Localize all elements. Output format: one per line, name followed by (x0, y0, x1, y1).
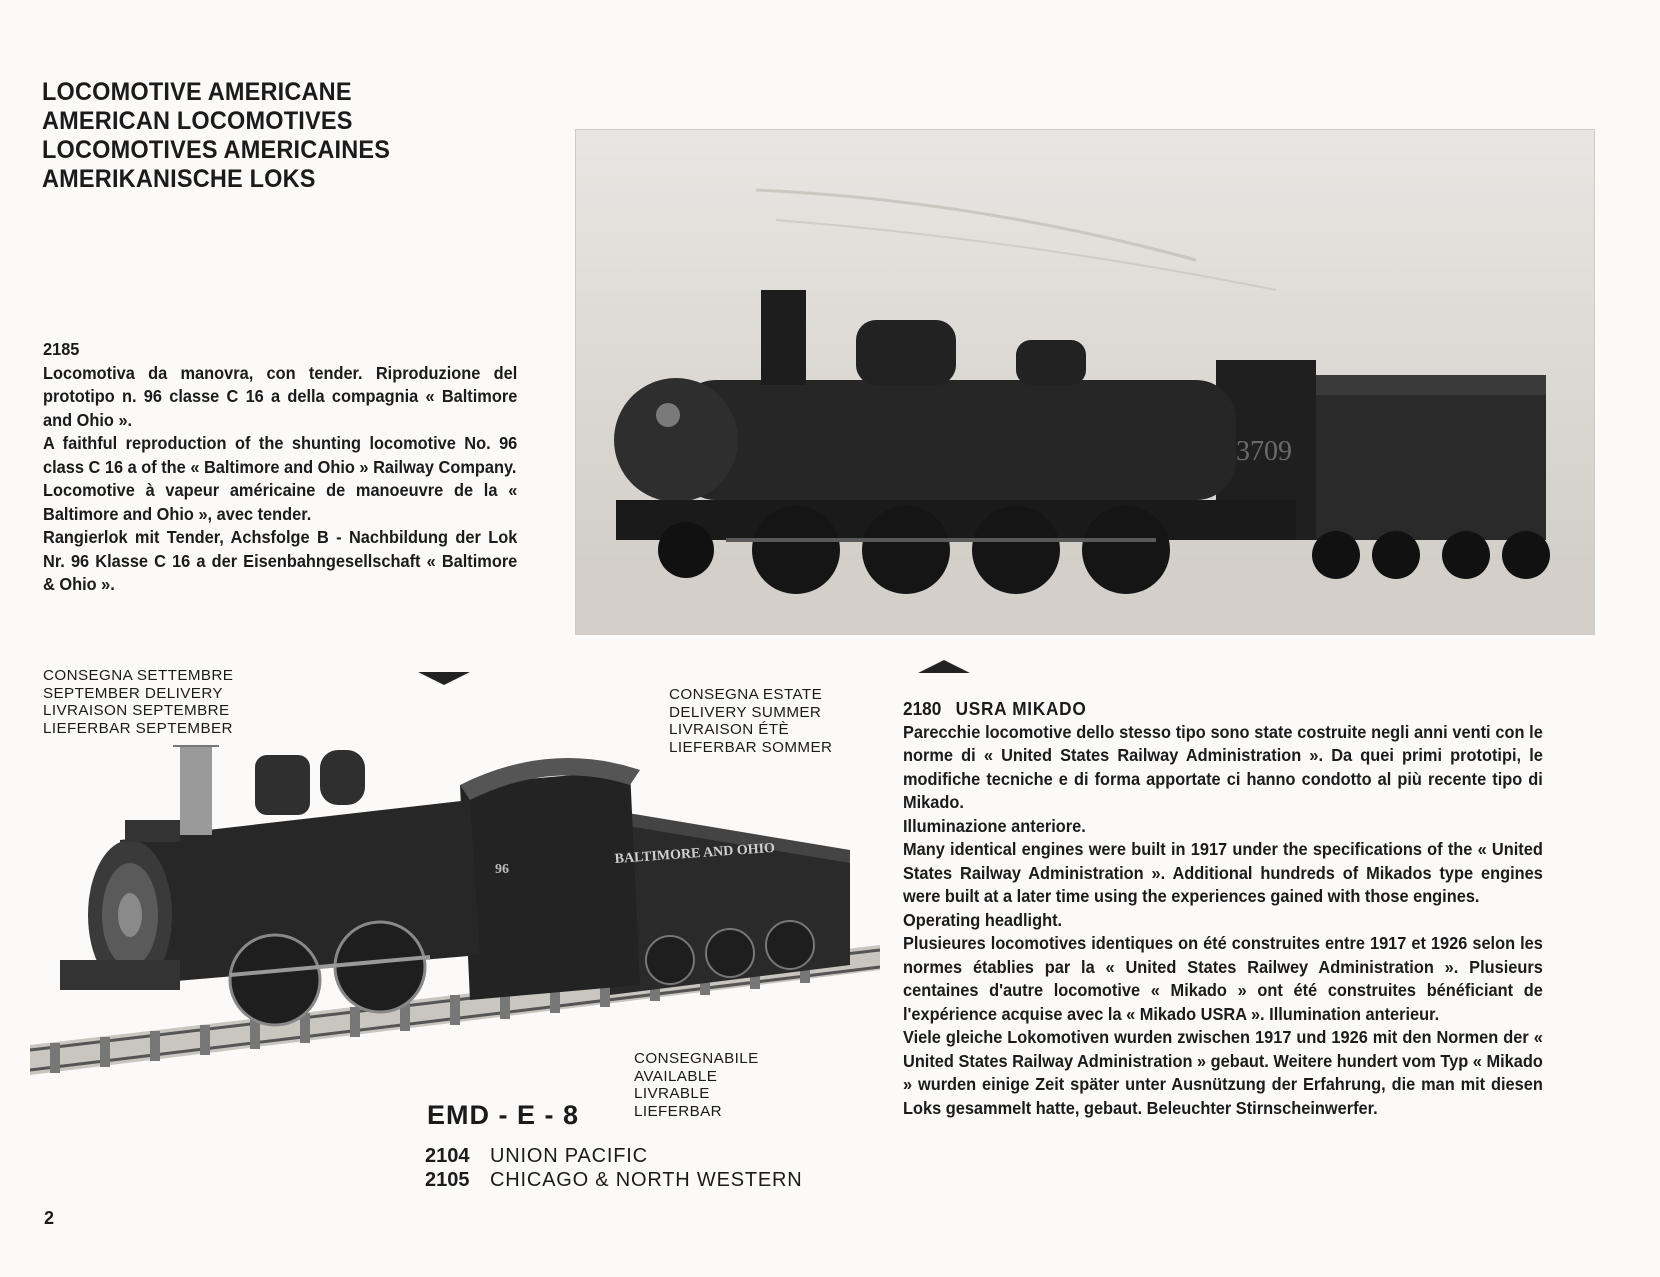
description-2180-german: Viele gleiche Lokomotiven wurden zwischen 1917 und 1926 mit den Normen der « United States Railway Administration » gebaut. Weitere hundert vom Typ « Mikado » wurden einige Zeit später unter Ausnützung der Erfahrung, die man mit diesen Loks gesammelt hatte, gebaut. Beleuchter Stirnscheinwerfer. (903, 1027, 1543, 1118)
list-item: 2104 UNION PACIFIC (425, 1145, 648, 1167)
photo-loco-number: 3709 (1236, 436, 1292, 467)
model-number-plate: 96 (495, 862, 509, 877)
locomotive-photo-drawing (576, 130, 1594, 634)
title-english: AMERICAN LOCOMOTIVES (42, 107, 353, 135)
model-tender-lettering: BALTIMORE AND OHIO (614, 840, 776, 867)
description-2180-french: Plusieures locomotives identiques on été construites entre 1917 et 1926 selon les normes établies par la « United States Railwey Administration ». Plusieurs centaines d'autre locomotive « Mikado » ont été construites bénéficiant de l'expérience acquise avec la « Mikado USRA ». Illumination anterieur. (903, 933, 1543, 1024)
page-number: 2 (44, 1208, 55, 1228)
description-2185-german: Rangierlok mit Tender, Achsfolge B - Nachbildung der Lok Nr. 96 Klasse C 16 a der Eisenbahngesellschaft « Baltimore & Ohio ». (43, 527, 518, 594)
description-2180 (903, 697, 1543, 1120)
delivery-september: CONSEGNA SETTEMBRE SEPTEMBER DELIVERY LIVRAISON SEPTEMBRE LIEFERBAR SEPTEMBER (43, 667, 234, 737)
model-locomotive-drawing (30, 745, 880, 1090)
locomotive-photo (575, 129, 1595, 635)
emd-heading: EMD - E - 8 (427, 1100, 580, 1130)
description-2185-french: Locomotive à vapeur américaine de manoeuvre de la « Baltimore and Ohio », avec tender. (43, 480, 518, 524)
description-2185-english: A faithful reproduction of the shunting locomotive No. 96 class C 16 a of the « Baltimore and Ohio » Railway Company. (43, 433, 518, 477)
item-heading-2180: 2180 USRA MIKADO (903, 698, 1087, 719)
model-locomotive-image (30, 745, 880, 1090)
description-2185-italian: Locomotiva da manovra, con tender. Riproduzione del prototipo n. 96 classe C 16 a della compagnia « Baltimore and Ohio ». (43, 362, 518, 430)
emd-item-list (425, 1144, 803, 1192)
item-code-2185: 2185 (43, 339, 80, 359)
delivery-summer: CONSEGNA ESTATE DELIVERY SUMMER LIVRAISON ÉTÈ LIEFERBAR SOMMER (669, 686, 833, 756)
pointer-up-icon (918, 660, 970, 673)
description-2180-english: Many identical engines were built in 1917 under the specifications of the « United States Railway Administration ». Additional hundreds of Mikados type engines were built at a later time using the experiences gained with those engines. (903, 839, 1543, 906)
description-2180-english-note: Operating headlight. (903, 909, 1063, 930)
pointer-down-icon (418, 672, 470, 685)
list-item: 2105 CHICAGO & NORTH WESTERN (425, 1169, 803, 1191)
title-french: LOCOMOTIVES AMERICAINES (42, 136, 391, 164)
description-2185 (43, 338, 517, 597)
title-italian: LOCOMOTIVE AMERICANE (42, 78, 352, 106)
delivery-available: CONSEGNABILE AVAILABLE LIVRABLE LIEFERBAR (634, 1050, 759, 1120)
page-title (42, 78, 512, 194)
description-2180-italian-note: Illuminazione anteriore. (903, 815, 1086, 836)
description-2180-italian: Parecchie locomotive dello stesso tipo sono state costruite negli anni venti con le norme di « United States Railway Administration ». Da quei primi prototipi, le modifiche tecniche e di forma apportate ci hanno condotto al più recente tipo di Mikado. (903, 721, 1543, 812)
title-german: AMERIKANISCHE LOKS (42, 165, 316, 193)
